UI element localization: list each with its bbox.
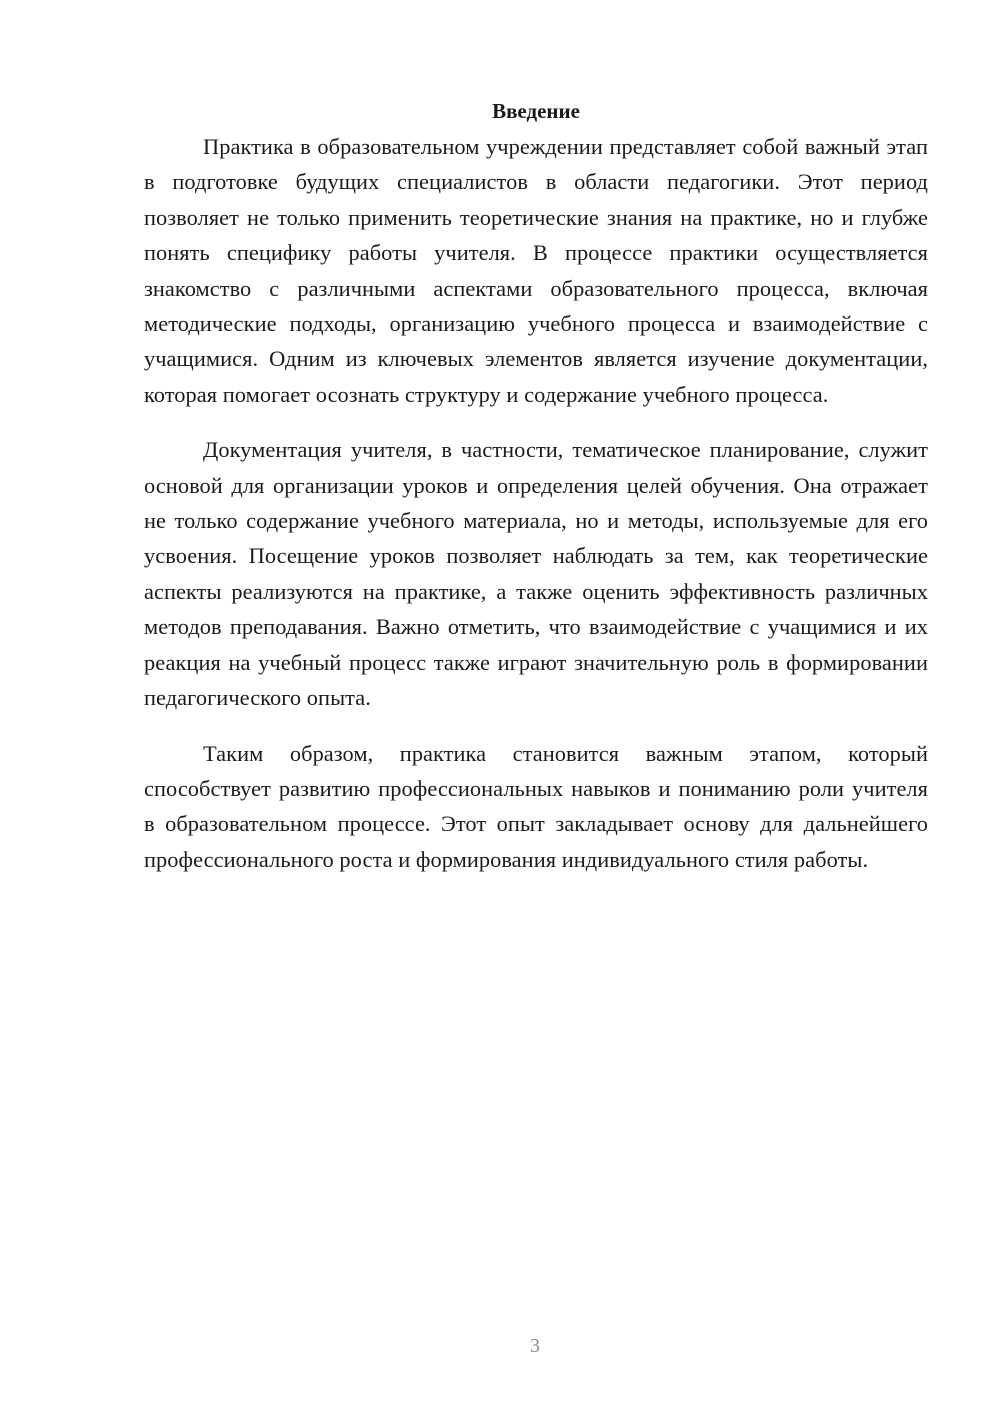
section-title: Введение [492, 99, 580, 123]
paragraph-2: Документация учителя, в частности, тематическое планирование, служит основой для организации уроков и определения целей обучения. Она отражает не только содержание учебного материала, но и методы, используемые для его усвоения. Посещение уроков позволяет наблюдать за тем, как теоретические аспекты реализуются на практике, а также оценить эффективность различных методов преподавания. Важно отметить, что взаимодействие с учащимися и их реакция на учебный процесс также играют значительную роль в формировании педагогического опыта. [144, 437, 928, 711]
page-content [144, 96, 928, 897]
paragraph-1: Практика в образовательном учреждении представляет собой важный этап в подготовке будущих специалистов в области педагогики. Этот период позволяет не только применить теоретические знания на практике, но и глубже понять специфику работы учителя. В процессе практики осуществляется знакомство с различными аспектами образовательного процесса, включая методические подходы, организацию учебного процесса и взаимодействие с учащимися. Одним из ключевых элементов является изучение документации, которая помогает осознать структуру и содержание учебного процесса. [144, 134, 928, 407]
paragraph-3: Таким образом, практика становится важным этапом, который способствует развитию профессиональных навыков и пониманию роли учителя в образовательном процессе. Этот опыт закладывает основу для дальнейшего профессионального роста и формирования индивидуального стиля работы. [144, 740, 928, 872]
page-number: 3 [530, 1335, 540, 1357]
